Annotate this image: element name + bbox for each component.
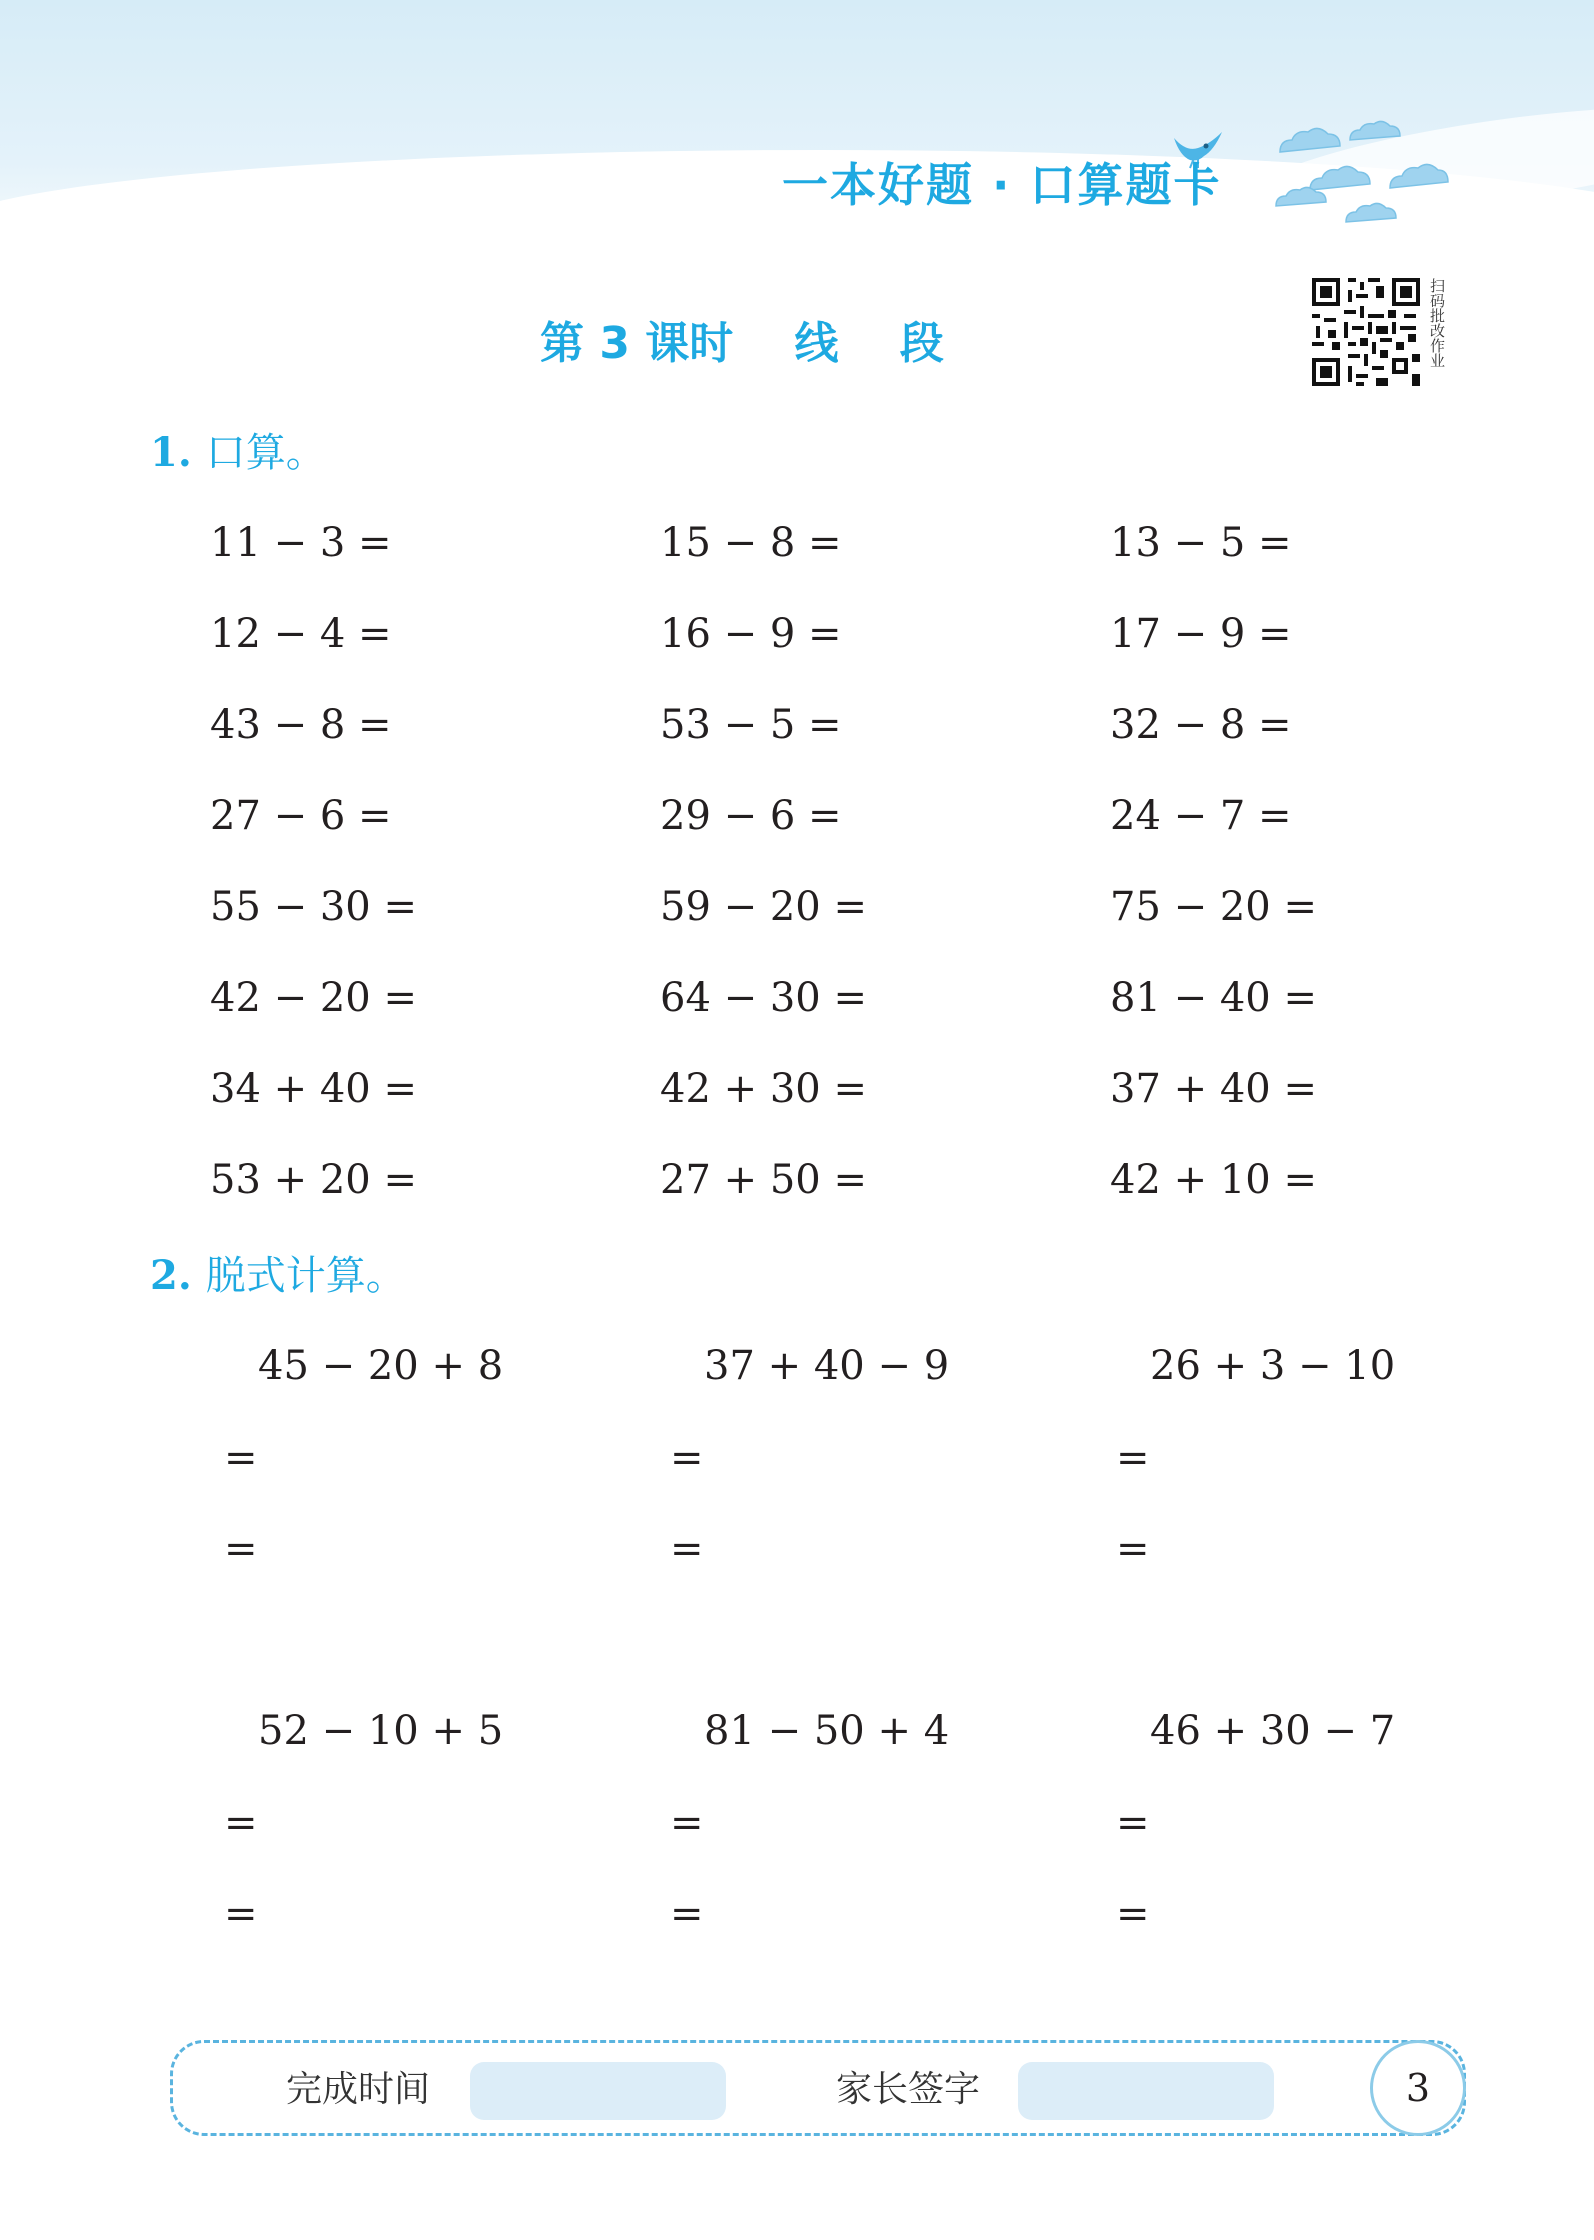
step-calc-equals: = xyxy=(224,1435,258,1481)
step-calc-equals: = xyxy=(224,1800,258,1846)
qr-caption: 扫码批改作业 xyxy=(1428,278,1446,368)
mental-math-problem: 34 + 40 = xyxy=(210,1066,417,1112)
step-calc-equals: = xyxy=(1116,1435,1150,1481)
section-1-label: 口算。 xyxy=(205,430,326,476)
completion-time-field[interactable] xyxy=(470,2062,726,2120)
brand-title: 一本好题 · 口算题卡 xyxy=(782,158,1222,212)
parent-signature-label: 家长签字 xyxy=(836,2069,981,2110)
mental-math-problem: 64 − 30 = xyxy=(660,975,867,1021)
mental-math-problem: 24 − 7 = xyxy=(1110,793,1292,839)
mental-math-problem: 27 − 6 = xyxy=(210,793,392,839)
step-calc-equals: = xyxy=(1116,1526,1150,1572)
mental-math-problem: 43 − 8 = xyxy=(210,702,392,748)
mental-math-problem: 29 − 6 = xyxy=(660,793,842,839)
mental-math-problem: 53 + 20 = xyxy=(210,1157,417,1203)
step-calc-expression: 46 + 30 − 7 xyxy=(1150,1708,1396,1754)
mental-math-problem: 55 − 30 = xyxy=(210,884,417,930)
mental-math-problem: 59 − 20 = xyxy=(660,884,867,930)
clouds-icon xyxy=(1270,110,1450,230)
mental-math-problem: 17 − 9 = xyxy=(1110,611,1292,657)
parent-signature-field[interactable] xyxy=(1018,2062,1274,2120)
mental-math-problem: 42 + 30 = xyxy=(660,1066,867,1112)
mental-math-problem: 16 − 9 = xyxy=(660,611,842,657)
mental-math-problem: 27 + 50 = xyxy=(660,1157,867,1203)
step-calc-equals: = xyxy=(670,1435,704,1481)
lesson-title: 第 3 课时 线 段 xyxy=(540,318,944,369)
section-2-number: 2. xyxy=(150,1252,192,1299)
mental-math-problem: 42 + 10 = xyxy=(1110,1157,1317,1203)
step-calc-equals: = xyxy=(670,1526,704,1572)
section-1-number: 1. xyxy=(150,429,192,476)
step-calc-equals: = xyxy=(224,1891,258,1937)
step-calc-expression: 81 − 50 + 4 xyxy=(704,1708,950,1754)
step-calc-equals: = xyxy=(224,1526,258,1572)
step-calc-expression: 26 + 3 − 10 xyxy=(1150,1343,1396,1389)
mental-math-problem: 12 − 4 = xyxy=(210,611,392,657)
step-calc-expression: 37 + 40 − 9 xyxy=(704,1343,950,1389)
mental-math-problem: 15 − 8 = xyxy=(660,520,842,566)
mental-math-problem: 42 − 20 = xyxy=(210,975,417,1021)
step-calc-equals: = xyxy=(1116,1800,1150,1846)
mental-math-problem: 37 + 40 = xyxy=(1110,1066,1317,1112)
mental-math-problem: 81 − 40 = xyxy=(1110,975,1317,1021)
mental-math-problem: 53 − 5 = xyxy=(660,702,842,748)
section-2-title xyxy=(150,1246,406,1306)
mental-math-problem: 32 − 8 = xyxy=(1110,702,1292,748)
qr-code-icon[interactable] xyxy=(1312,278,1420,386)
step-calc-equals: = xyxy=(670,1800,704,1846)
step-calc-equals: = xyxy=(1116,1891,1150,1937)
mental-math-problem: 13 − 5 = xyxy=(1110,520,1292,566)
section-2-label: 脱式计算。 xyxy=(205,1253,406,1299)
step-calc-equals: = xyxy=(670,1891,704,1937)
page-number: 3 xyxy=(1370,2040,1466,2136)
mental-math-problem: 75 − 20 = xyxy=(1110,884,1317,930)
step-calc-expression: 52 − 10 + 5 xyxy=(258,1708,504,1754)
mental-math-problem: 11 − 3 = xyxy=(210,520,392,566)
step-calc-expression: 45 − 20 + 8 xyxy=(258,1343,504,1389)
completion-time-label: 完成时间 xyxy=(286,2069,431,2110)
section-1-title xyxy=(150,423,326,483)
